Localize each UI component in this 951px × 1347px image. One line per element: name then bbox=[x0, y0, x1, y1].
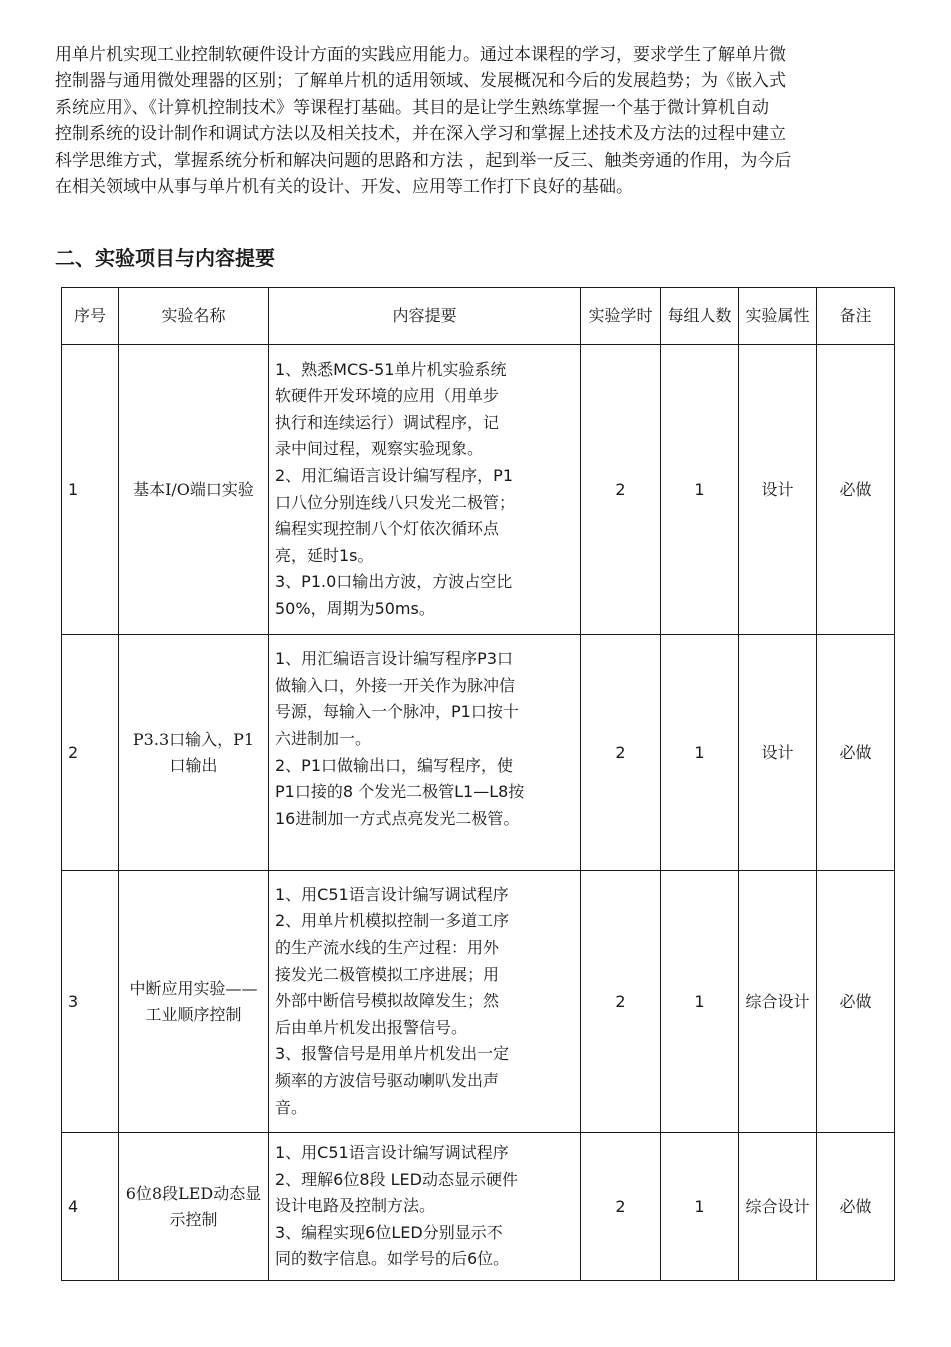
experiment-type: 综合设计 bbox=[739, 871, 817, 1133]
intro-line: 控制系统的设计制作和调试方法以及相关技术，并在深入学习和掌握上述技术及方法的过程中建立 bbox=[55, 124, 786, 145]
experiment-hours: 2 bbox=[581, 635, 661, 871]
content-line: 1、用C51语言设计编写调试程序 bbox=[275, 884, 509, 904]
experiment-people: 1 bbox=[661, 635, 739, 871]
experiment-type: 设计 bbox=[739, 345, 817, 635]
content-line: 做输入口，外接一开关作为脉冲信 bbox=[275, 675, 516, 695]
experiment-people: 1 bbox=[661, 345, 739, 635]
row-number: 4 bbox=[62, 1133, 119, 1281]
experiment-name: 6位8段LED动态显示控制 bbox=[119, 1133, 269, 1281]
content-line: P1口接的8 个发光二极管L1—L8按 bbox=[275, 782, 525, 802]
experiment-people: 1 bbox=[661, 1133, 739, 1281]
content-line: 2、用单片机模拟控制一多道工序 bbox=[275, 911, 510, 931]
experiment-type: 综合设计 bbox=[739, 1133, 817, 1281]
experiment-name: P3.3口输入，P1口输出 bbox=[119, 635, 269, 871]
experiment-note: 必做 bbox=[817, 871, 895, 1133]
content-line bbox=[275, 832, 574, 859]
table-row bbox=[62, 635, 895, 871]
intro-line: 控制器与通用微处理器的区别；了解单片机的适用领域、发展概况和今后的发展趋势；为《嵌入式 bbox=[55, 71, 786, 92]
row-number: 2 bbox=[62, 635, 119, 871]
row-number: 3 bbox=[62, 871, 119, 1133]
intro-line: 用单片机实现工业控制软硬件设计方面的实践应用能力。通过本课程的学习，要求学生了解单片微 bbox=[55, 45, 786, 65]
intro-line: 科学思维方式，掌握系统分析和解决问题的思路和方法 ，起到举一反三、触类旁通的作用，为今后 bbox=[55, 150, 792, 171]
intro-line: 系统应用》、《计算机控制技术》等课程打基础。其目的是让学生熟练掌握一个基于微计算机自动 bbox=[55, 97, 769, 118]
intro-line: 在相关领域中从事与单片机有关的设计、开发、应用等工作打下良好的基础。 bbox=[55, 177, 633, 198]
content-line: 的生产流水线的生产过程：用外 bbox=[275, 938, 500, 958]
content-line: 1、熟悉MCS-51单片机实验系统 bbox=[275, 359, 507, 379]
header-hours: 实验学时 bbox=[581, 288, 661, 345]
experiment-content bbox=[269, 871, 581, 1133]
table-row bbox=[62, 1133, 895, 1281]
content-line: 音。 bbox=[275, 1097, 308, 1117]
table-row bbox=[62, 345, 895, 635]
experiment-hours: 2 bbox=[581, 345, 661, 635]
content-line: 亮，延时1s。 bbox=[275, 545, 374, 565]
content-line: 号源，每输入一个脉冲，P1口按十 bbox=[275, 702, 519, 722]
header-content: 内容提要 bbox=[269, 288, 581, 345]
content-line: 口八位分别连线八只发光二极管； bbox=[275, 492, 516, 512]
header-people: 每组人数 bbox=[661, 288, 739, 345]
content-line: 执行和连续运行）调试程序，记 bbox=[275, 412, 500, 432]
experiment-content bbox=[269, 1133, 581, 1281]
header-note: 备注 bbox=[817, 288, 895, 345]
content-line: 后由单片机发出报警信号。 bbox=[275, 1017, 468, 1037]
content-line: 六进制加一。 bbox=[275, 728, 372, 748]
experiment-name: 中断应用实验——工业顺序控制 bbox=[119, 871, 269, 1133]
header-type: 实验属性 bbox=[739, 288, 817, 345]
experiment-note: 必做 bbox=[817, 1133, 895, 1281]
content-line: 接发光二极管模拟工序进展；用 bbox=[275, 964, 500, 984]
content-line: 同的数字信息。如学号的后6位。 bbox=[275, 1249, 510, 1269]
experiment-name: 基本I/O端口实验 bbox=[119, 345, 269, 635]
content-line: 软硬件开发环境的应用（用单步 bbox=[275, 386, 500, 406]
intro-paragraph bbox=[55, 42, 895, 200]
header-seq: 序号 bbox=[62, 288, 119, 345]
content-line: 编程实现控制八个灯依次循环点 bbox=[275, 519, 500, 539]
content-line: 1、用C51语言设计编写调试程序 bbox=[275, 1143, 509, 1163]
experiment-content bbox=[269, 345, 581, 635]
content-line: 16进制加一方式点亮发光二极管。 bbox=[275, 808, 520, 828]
experiment-note: 必做 bbox=[817, 635, 895, 871]
row-number: 1 bbox=[62, 345, 119, 635]
content-line: 3、报警信号是用单片机发出一定 bbox=[275, 1044, 510, 1064]
experiment-people: 1 bbox=[661, 871, 739, 1133]
experiment-table bbox=[61, 287, 895, 1281]
experiment-type: 设计 bbox=[739, 635, 817, 871]
section-heading: 二、实验项目与内容提要 bbox=[55, 246, 275, 270]
experiment-hours: 2 bbox=[581, 871, 661, 1133]
content-line: 外部中断信号模拟故障发生；然 bbox=[275, 991, 500, 1011]
content-line: 2、用汇编语言设计编写程序，P1 bbox=[275, 465, 514, 485]
table-header-row bbox=[62, 288, 895, 345]
content-line: 频率的方波信号驱动喇叭发出声 bbox=[275, 1070, 500, 1090]
experiment-hours: 2 bbox=[581, 1133, 661, 1281]
content-line: 2、理解6位8段 LED动态显示硬件 bbox=[275, 1169, 518, 1189]
header-name: 实验名称 bbox=[119, 288, 269, 345]
content-line: 1、用汇编语言设计编写程序P3口 bbox=[275, 649, 514, 669]
content-line: 设计电路及控制方法。 bbox=[275, 1196, 436, 1216]
content-line: 3、P1.0口输出方波，方波占空比 bbox=[275, 572, 513, 592]
content-line: 2、P1口做输出口，编写程序，使 bbox=[275, 755, 514, 775]
content-line: 50%，周期为50ms。 bbox=[275, 598, 435, 618]
content-line: 录中间过程，观察实验现象。 bbox=[275, 439, 484, 459]
content-line: 3、编程实现6位LED分别显示不 bbox=[275, 1222, 503, 1242]
experiment-note: 必做 bbox=[817, 345, 895, 635]
table-row bbox=[62, 871, 895, 1133]
experiment-content bbox=[269, 635, 581, 871]
